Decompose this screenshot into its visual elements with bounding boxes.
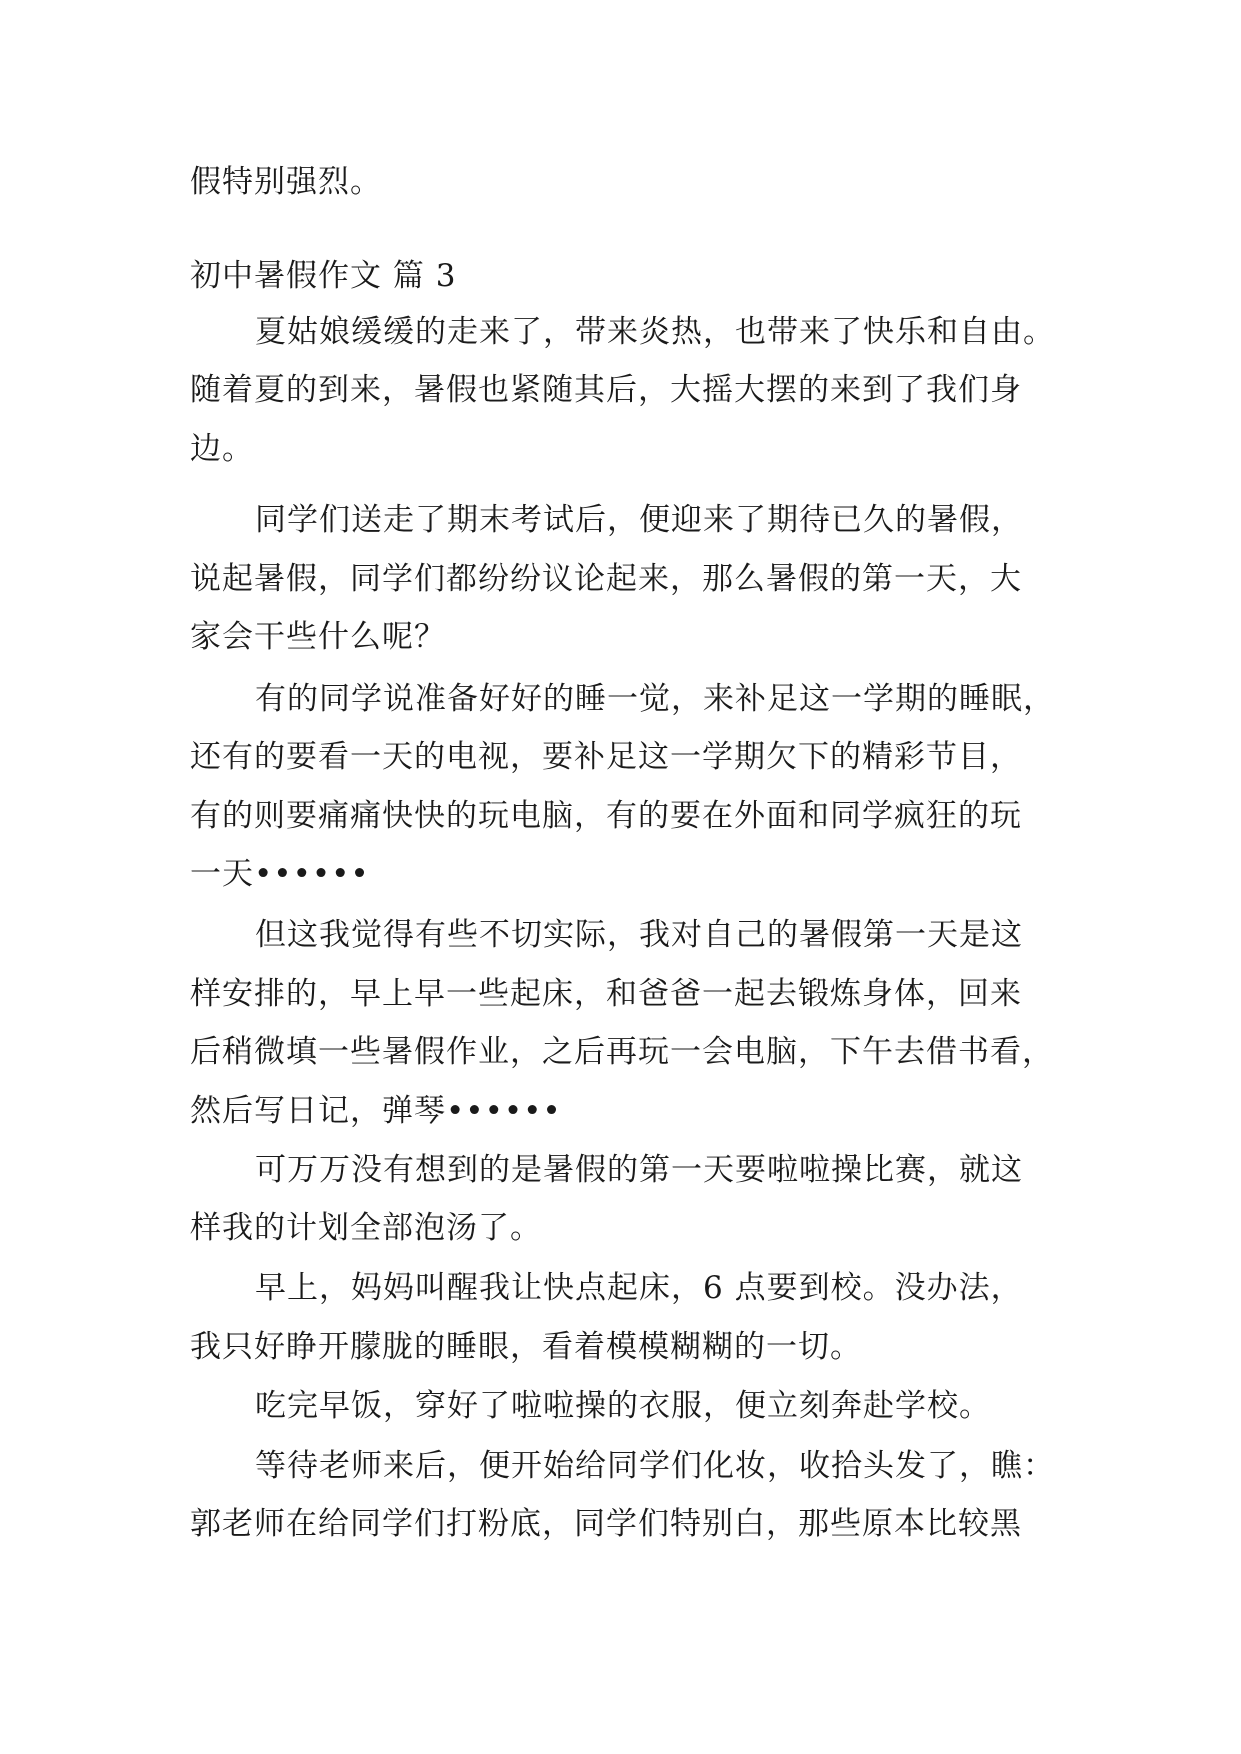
paragraph-5-line-1: 可万万没有想到的是暑假的第一天要啦啦操比赛，就这 — [255, 1152, 1023, 1188]
paragraph-5-line-2: 样我的计划全部泡汤了。 — [190, 1210, 542, 1246]
paragraph-2-line-3: 家会干些什么呢？ — [190, 619, 446, 655]
paragraph-1-line-3: 边。 — [190, 431, 254, 467]
paragraph-3-line-3: 有的则要痛痛快快的玩电脑，有的要在外面和同学疯狂的玩 — [190, 798, 1022, 834]
paragraph-8-line-1: 等待老师来后，便开始给同学们化妆，收拾头发了，瞧： — [255, 1448, 1055, 1484]
paragraph-continuation: 假特别强烈。 — [190, 164, 382, 200]
paragraph-4-line-4: 然后写日记，弹琴•••••• — [190, 1093, 562, 1129]
paragraph-6-line-2: 我只好睁开朦胧的睡眼，看着模模糊糊的一切。 — [190, 1329, 862, 1365]
paragraph-4-line-3: 后稍微填一些暑假作业，之后再玩一会电脑，下午去借书看， — [190, 1034, 1054, 1070]
paragraph-3-line-4: 一天•••••• — [190, 856, 370, 892]
paragraph-3-line-1: 有的同学说准备好好的睡一觉，来补足这一学期的睡眠， — [255, 681, 1055, 717]
paragraph-4-line-1: 但这我觉得有些不切实际，我对自己的暑假第一天是这 — [255, 917, 1023, 953]
section-heading: 初中暑假作文 篇 3 — [190, 258, 457, 294]
paragraph-1-line-2: 随着夏的到来，暑假也紧随其后，大摇大摆的来到了我们身 — [190, 372, 1022, 408]
paragraph-8-line-2: 郭老师在给同学们打粉底，同学们特别白，那些原本比较黑 — [190, 1506, 1022, 1542]
paragraph-2-line-1: 同学们送走了期末考试后，便迎来了期待已久的暑假， — [255, 502, 1023, 538]
paragraph-2-line-2: 说起暑假，同学们都纷纷议论起来，那么暑假的第一天，大 — [190, 561, 1022, 597]
paragraph-4-line-2: 样安排的，早上早一些起床，和爸爸一起去锻炼身体，回来 — [190, 976, 1022, 1012]
paragraph-7-line-1: 吃完早饭，穿好了啦啦操的衣服，便立刻奔赴学校。 — [255, 1388, 991, 1424]
paragraph-3-line-2: 还有的要看一天的电视，要补足这一学期欠下的精彩节目， — [190, 739, 1022, 775]
paragraph-1-line-1: 夏姑娘缓缓的走来了，带来炎热，也带来了快乐和自由。 — [255, 314, 1055, 350]
paragraph-6-line-1: 早上，妈妈叫醒我让快点起床，6 点要到校。没办法， — [255, 1270, 1023, 1306]
